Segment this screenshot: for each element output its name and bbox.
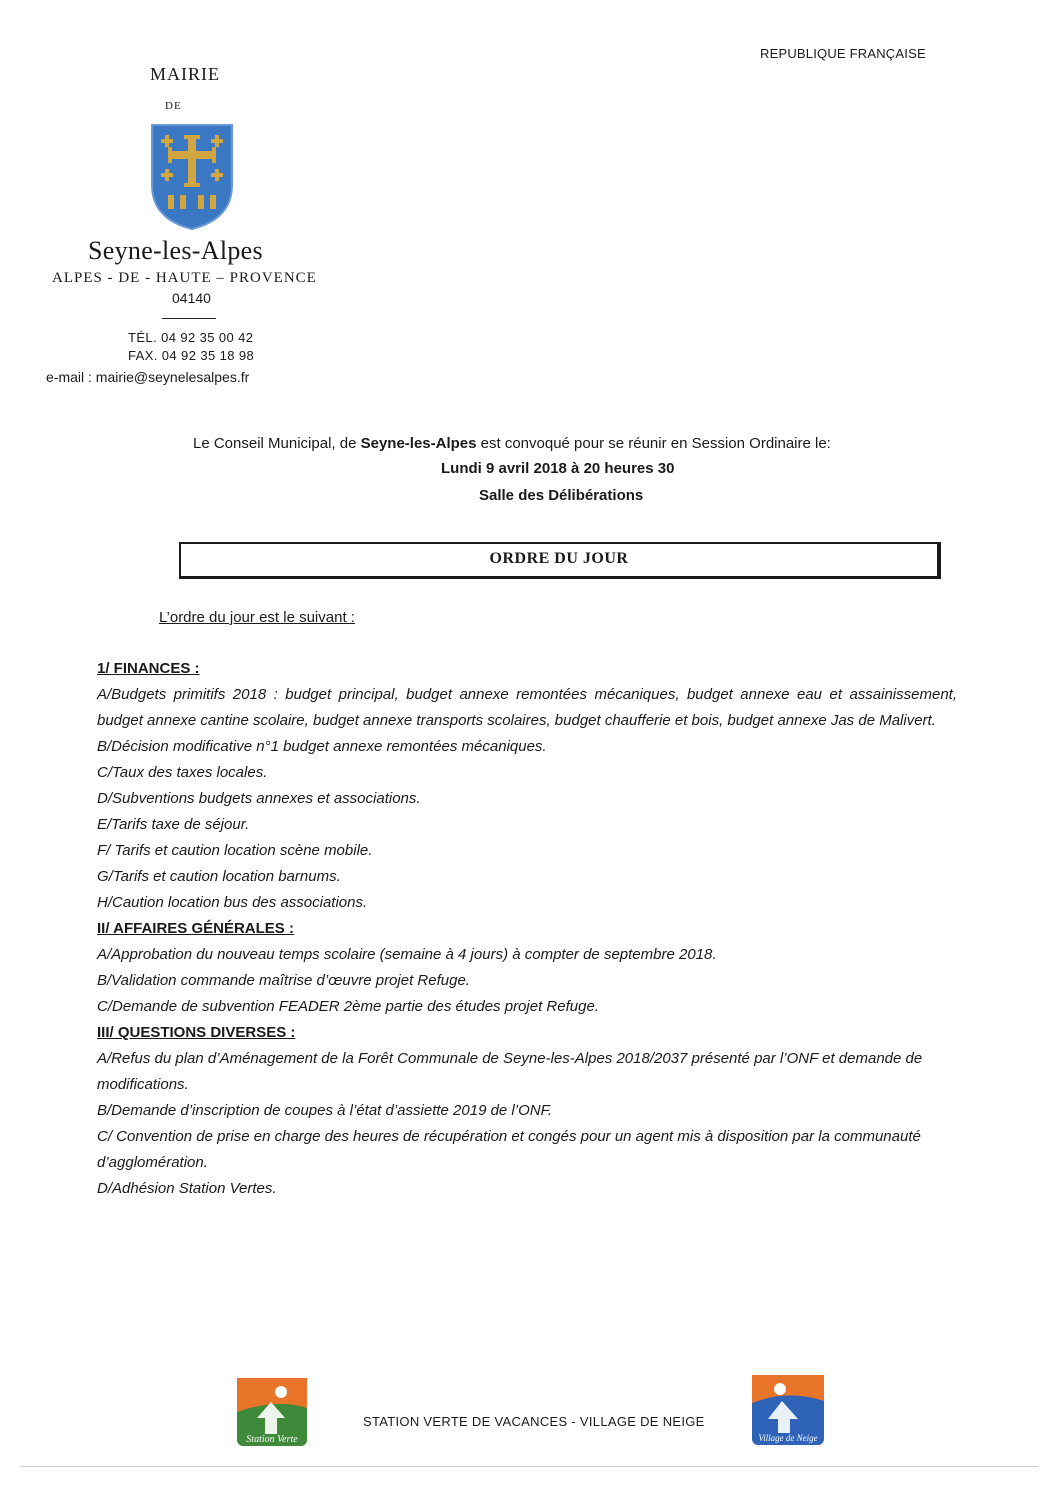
republique-label: REPUBLIQUE FRANÇAISE	[760, 46, 926, 61]
section-heading: II/ AFFAIRES GÉNÉRALES :	[97, 920, 294, 937]
station-verte-logo	[237, 1378, 307, 1446]
agenda-item: H/Caution location bus des associations.	[97, 894, 368, 911]
agenda-item: C/Demande de subvention FEADER 2ème partie des études projet Refuge.	[97, 998, 599, 1015]
town-name: Seyne-les-Alpes	[88, 236, 263, 265]
coat-of-arms-icon	[150, 123, 234, 231]
agenda-item: B/Demande d’inscription de coupes à l’état d’assiette 2019 de l’ONF.	[97, 1102, 552, 1119]
convocation-suffix: est convoqué pour se réunir en Session Ordinaire le:	[476, 435, 831, 452]
meeting-date: Lundi 9 avril 2018 à 20 heures 30	[441, 460, 675, 477]
section-heading: III/ QUESTIONS DIVERSES :	[97, 1024, 296, 1041]
station-verte-logo-text: Station Verte	[246, 1434, 298, 1445]
agenda-section-questions-diverses	[97, 1020, 957, 1202]
ordre-du-jour-title: ORDRE DU JOUR	[489, 550, 629, 567]
agenda-item: C/Taux des taxes locales.	[97, 764, 268, 781]
agenda-item: B/Validation commande maîtrise d’œuvre projet Refuge.	[97, 972, 470, 989]
de-label: DE	[165, 100, 182, 112]
agenda-item: C/ Convention de prise en charge des heures de récupération et congés pour un agent mis à disposition par la communauté d’agglomération.	[97, 1128, 921, 1171]
mairie-label: MAIRIE	[150, 64, 220, 84]
postcode: 04140	[172, 290, 211, 306]
agenda-item: A/Approbation du nouveau temps scolaire (semaine à 4 jours) à compter de septembre 2018.	[97, 946, 717, 963]
agenda-item: D/Subventions budgets annexes et associations.	[97, 790, 421, 807]
convocation-text	[193, 435, 831, 452]
agenda-item: F/ Tarifs et caution location scène mobile.	[97, 842, 373, 859]
meeting-place: Salle des Délibérations	[479, 487, 644, 504]
divider	[162, 318, 216, 319]
convocation-town: Seyne-les-Alpes	[360, 435, 477, 452]
agenda-item: A/Budgets primitifs 2018 : budget principal, budget annexe remontées mécaniques, budget annexe eau et assainissement, budget annexe cantine scolaire, budget annexe transports scolaires, budget chaufferie et bois, budget annexe Jas de Malivert.	[97, 686, 957, 729]
agenda-section-affaires-generales	[97, 916, 957, 1020]
convocation-prefix: Le Conseil Municipal, de	[193, 435, 361, 452]
phone-number: TÉL. 04 92 35 00 42	[128, 330, 254, 345]
section-heading: 1/ FINANCES :	[97, 660, 200, 677]
ordre-du-jour-box	[179, 542, 941, 579]
fax-number: FAX. 04 92 35 18 98	[128, 348, 255, 363]
agenda-item: G/Tarifs et caution location barnums.	[97, 868, 341, 885]
agenda-item: B/Décision modificative n°1 budget annexe remontées mécaniques.	[97, 738, 547, 755]
page-bottom-line	[20, 1466, 1038, 1467]
village-de-neige-logo	[752, 1375, 824, 1445]
agenda-intro: L’ordre du jour est le suivant :	[159, 609, 355, 626]
footer-text: STATION VERTE DE VACANCES - VILLAGE DE NEIGE	[363, 1414, 705, 1429]
agenda-section-finances	[97, 656, 957, 916]
agenda-item: E/Tarifs taxe de séjour.	[97, 816, 250, 833]
region-label: ALPES - DE - HAUTE – PROVENCE	[52, 270, 317, 286]
email-address: e-mail : mairie@seynelesalpes.fr	[46, 369, 250, 385]
agenda	[97, 656, 957, 1202]
agenda-item: D/Adhésion Station Vertes.	[97, 1180, 277, 1197]
agenda-item: A/Refus du plan d’Aménagement de la Forêt Communale de Seyne-les-Alpes 2018/2037 présenté par l’ONF et demande de modifications.	[97, 1050, 923, 1093]
village-de-neige-logo-text: Village de Neige	[758, 1433, 818, 1443]
